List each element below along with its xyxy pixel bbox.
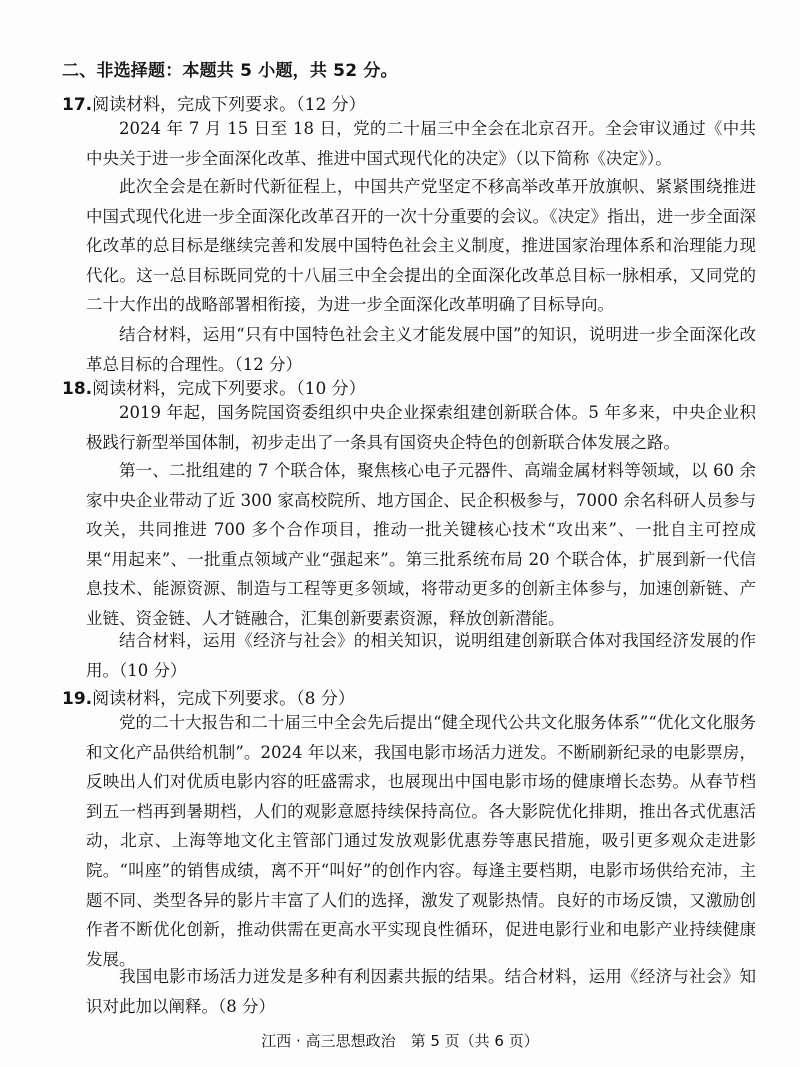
question-19-header <box>62 684 355 709</box>
question-18-prompt: 阅读材料，完成下列要求。（10 分） <box>92 379 366 399</box>
question-18-task: 结合材料，运用《经济与社会》的相关知识，说明组建创新联合体对我国经济发展的作用。（10 分） <box>86 631 756 680</box>
section-title: 二、非选择题：本题共 5 小题，共 52 分。 <box>62 61 398 81</box>
question-17-header <box>62 90 366 115</box>
question-17-prompt: 阅读材料，完成下列要求。（12 分） <box>92 95 366 115</box>
question-19-task: 我国电影市场活力迸发是多种有利因素共振的结果。结合材料，运用《经济与社会》知识对此加以阐释。（8 分） <box>86 967 756 1016</box>
question-18-paragraph: 2019 年起，国务院国资委组织中央企业探索组建创新联合体。5 年多来，中央企业积极践行新型举国体制，初步走出了一条具有国资央企特色的创新联合体发展之路。 <box>86 403 756 452</box>
question-19-paragraph: 党的二十大报告和二十届三中全会先后提出“健全现代公共文化服务体系”“优化文化服务和文化产品供给机制”。2024 年以来，我国电影市场活力迸发。不断刷新纪录的电影票房，反映出人们对优质电影内容的旺盛需求，也展现出中国电影市场的健康增长态势。从春节档到五一档再到暑期档，人们的观影意愿持续保持高位。各大影院优化排期，推出各式优惠活动，北京、上海等地文化主管部门通过发放观影优惠券等惠民措施，吸引更多观众走进影院。“叫座”的销售成绩，离不开“叫好”的创作内容。每逢主要档期，电影市场供给充沛，主题不同、类型各异的影片丰富了人们的选择，激发了观影热情。良好的市场反馈，又激励创作者不断优化创新，推动供需在更高水平实现良性循环，促进电影行业和电影产业持续健康发展。 <box>86 713 756 969</box>
page-footer: 江西 · 高三思想政治 第 5 页（共 6 页） <box>261 1032 539 1050</box>
question-17-paragraph: 此次全会是在新时代新征程上，中国共产党坚定不移高举改革开放旗帜、紧紧围绕推进中国式现代化进一步全面深化改革召开的一次十分重要的会议。《决定》指出，进一步全面深化改革的总目标是继续完善和发展中国特色社会主义制度，推进国家治理体系和治理能力现代化。这一总目标既同党的十八届三中全会提出的全面深化改革总目标一脉相承，又同党的二十大作出的战略部署相衔接，为进一步全面深化改革明确了目标导向。 <box>86 177 756 315</box>
question-17-paragraph: 2024 年 7 月 15 日至 18 日，党的二十届三中全会在北京召开。全会审议通过《中共中央关于进一步全面深化改革、推进中国式现代化的决定》（以下简称《决定》）。 <box>86 119 756 168</box>
question-18-number: 18. <box>62 379 93 399</box>
question-18-header <box>62 374 366 399</box>
question-18-paragraph: 第一、二批组建的 7 个联合体，聚焦核心电子元器件、高端金属材料等领域，以 60 余家中央企业带动了近 300 家高校院所、地方国企、民企积极参与，7000 余名科研人员参与攻关，共同推进 700 多个合作项目，推动一批关键核心技术“攻出来”、一批自主可控成果“用起来”、一批重点领域产业“强起来”。第三批系统布局 20 个联合体，扩展到新一代信息技术、能源资源、制造与工程等更多领域，将带动更多的创新主体参与，加速创新链、产业链、资金链、人才链融合，汇集创新要素资源，释放创新潜能。 <box>86 461 756 628</box>
question-19-number: 19. <box>62 689 93 709</box>
question-17-task: 结合材料，运用“只有中国特色社会主义才能发展中国”的知识，说明进一步全面深化改革总目标的合理性。（12 分） <box>86 325 756 374</box>
question-19-prompt: 阅读材料，完成下列要求。（8 分） <box>92 689 355 709</box>
question-17-number: 17. <box>62 95 93 115</box>
